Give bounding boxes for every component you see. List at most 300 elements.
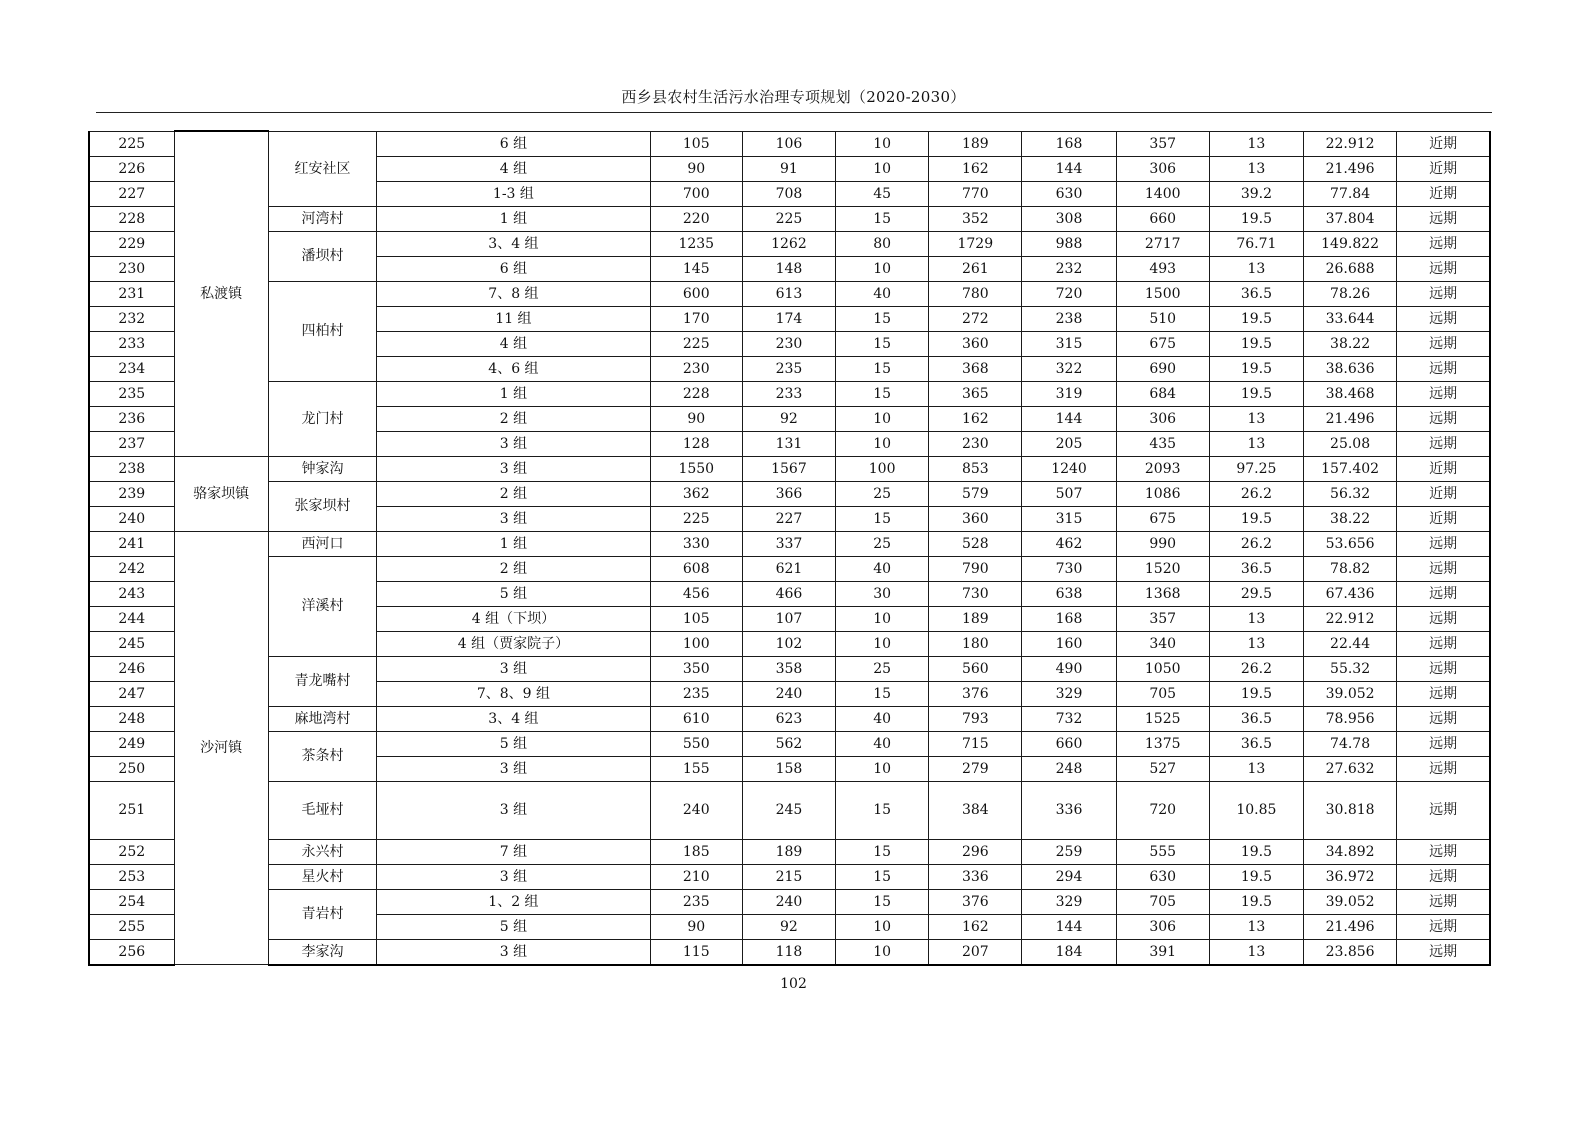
capacity-cell: 10.85: [1209, 781, 1303, 839]
investment-cell: 149.822: [1304, 231, 1397, 256]
value-a-cell: 360: [929, 331, 1022, 356]
value-b-cell: 232: [1022, 256, 1116, 281]
population-cell: 337: [742, 531, 835, 556]
design-scale-cell: 15: [836, 839, 929, 864]
investment-cell: 38.468: [1304, 381, 1397, 406]
group-cell: 4 组: [377, 156, 651, 181]
value-b-cell: 259: [1022, 839, 1116, 864]
village-cell: 茶条村: [268, 731, 376, 781]
village-cell: 张家坝村: [268, 481, 376, 531]
value-a-cell: 352: [929, 206, 1022, 231]
households-cell: 240: [650, 781, 742, 839]
investment-cell: 22.44: [1304, 631, 1397, 656]
value-b-cell: 205: [1022, 431, 1116, 456]
value-a-cell: 180: [929, 631, 1022, 656]
value-b-cell: 308: [1022, 206, 1116, 231]
value-b-cell: 160: [1022, 631, 1116, 656]
population-cell: 92: [742, 914, 835, 939]
capacity-cell: 36.5: [1209, 556, 1303, 581]
value-b-cell: 720: [1022, 281, 1116, 306]
population-cell: 230: [742, 331, 835, 356]
capacity-cell: 36.5: [1209, 281, 1303, 306]
index-cell: 248: [89, 706, 174, 731]
phase-cell: 远期: [1397, 306, 1490, 331]
village-cell: 洋溪村: [268, 556, 376, 656]
value-b-cell: 462: [1022, 531, 1116, 556]
households-cell: 362: [650, 481, 742, 506]
phase-cell: 近期: [1397, 181, 1490, 206]
index-cell: 234: [89, 356, 174, 381]
index-cell: 228: [89, 206, 174, 231]
village-cell: 青龙嘴村: [268, 656, 376, 706]
village-cell: 麻地湾村: [268, 706, 376, 731]
population-cell: 1262: [742, 231, 835, 256]
value-b-cell: 490: [1022, 656, 1116, 681]
index-cell: 255: [89, 914, 174, 939]
design-scale-cell: 15: [836, 864, 929, 889]
village-cell: 四柏村: [268, 281, 376, 381]
population-cell: 107: [742, 606, 835, 631]
value-a-cell: 189: [929, 606, 1022, 631]
group-cell: 1 组: [377, 531, 651, 556]
index-cell: 235: [89, 381, 174, 406]
village-cell: 星火村: [268, 864, 376, 889]
households-cell: 225: [650, 506, 742, 531]
table-row: [89, 281, 1490, 306]
investment-cell: 26.688: [1304, 256, 1397, 281]
value-a-cell: 279: [929, 756, 1022, 781]
phase-cell: 远期: [1397, 606, 1490, 631]
design-scale-cell: 30: [836, 581, 929, 606]
households-cell: 350: [650, 656, 742, 681]
table-row: [89, 206, 1490, 231]
phase-cell: 远期: [1397, 939, 1490, 965]
population-cell: 1567: [742, 456, 835, 481]
phase-cell: 远期: [1397, 281, 1490, 306]
group-cell: 7、8 组: [377, 281, 651, 306]
village-cell: 毛垭村: [268, 781, 376, 839]
value-a-cell: 365: [929, 381, 1022, 406]
investment-cell: 39.052: [1304, 681, 1397, 706]
population-cell: 562: [742, 731, 835, 756]
total-cell: 705: [1116, 681, 1209, 706]
value-b-cell: 336: [1022, 781, 1116, 839]
group-cell: 3 组: [377, 781, 651, 839]
phase-cell: 远期: [1397, 356, 1490, 381]
phase-cell: 远期: [1397, 839, 1490, 864]
total-cell: 675: [1116, 331, 1209, 356]
design-scale-cell: 15: [836, 889, 929, 914]
phase-cell: 远期: [1397, 914, 1490, 939]
capacity-cell: 13: [1209, 939, 1303, 965]
population-cell: 92: [742, 406, 835, 431]
design-scale-cell: 10: [836, 631, 929, 656]
total-cell: 391: [1116, 939, 1209, 965]
households-cell: 235: [650, 681, 742, 706]
design-scale-cell: 10: [836, 431, 929, 456]
table-row: [89, 706, 1490, 731]
total-cell: 675: [1116, 506, 1209, 531]
investment-cell: 78.82: [1304, 556, 1397, 581]
total-cell: 1525: [1116, 706, 1209, 731]
households-cell: 225: [650, 331, 742, 356]
page-number: 102: [780, 976, 807, 992]
population-cell: 708: [742, 181, 835, 206]
value-a-cell: 162: [929, 914, 1022, 939]
households-cell: 608: [650, 556, 742, 581]
investment-cell: 38.636: [1304, 356, 1397, 381]
design-scale-cell: 40: [836, 731, 929, 756]
value-a-cell: 853: [929, 456, 1022, 481]
phase-cell: 远期: [1397, 406, 1490, 431]
population-cell: 613: [742, 281, 835, 306]
table-row: [89, 531, 1490, 556]
households-cell: 235: [650, 889, 742, 914]
group-cell: 6 组: [377, 256, 651, 281]
design-scale-cell: 25: [836, 656, 929, 681]
value-a-cell: 560: [929, 656, 1022, 681]
index-cell: 237: [89, 431, 174, 456]
households-cell: 600: [650, 281, 742, 306]
index-cell: 252: [89, 839, 174, 864]
group-cell: 4 组（下坝）: [377, 606, 651, 631]
group-cell: 4、6 组: [377, 356, 651, 381]
households-cell: 1550: [650, 456, 742, 481]
design-scale-cell: 10: [836, 131, 929, 156]
investment-cell: 22.912: [1304, 606, 1397, 631]
population-cell: 366: [742, 481, 835, 506]
value-a-cell: 336: [929, 864, 1022, 889]
phase-cell: 远期: [1397, 631, 1490, 656]
index-cell: 251: [89, 781, 174, 839]
design-scale-cell: 10: [836, 939, 929, 965]
index-cell: 243: [89, 581, 174, 606]
total-cell: 435: [1116, 431, 1209, 456]
households-cell: 700: [650, 181, 742, 206]
capacity-cell: 13: [1209, 914, 1303, 939]
group-cell: 1 组: [377, 206, 651, 231]
investment-cell: 39.052: [1304, 889, 1397, 914]
index-cell: 242: [89, 556, 174, 581]
table-row: [89, 556, 1490, 581]
capacity-cell: 19.5: [1209, 356, 1303, 381]
group-cell: 2 组: [377, 481, 651, 506]
value-b-cell: 630: [1022, 181, 1116, 206]
value-a-cell: 360: [929, 506, 1022, 531]
design-scale-cell: 10: [836, 606, 929, 631]
value-a-cell: 376: [929, 889, 1022, 914]
village-cell: 钟家沟: [268, 456, 376, 481]
investment-cell: 21.496: [1304, 406, 1397, 431]
phase-cell: 远期: [1397, 864, 1490, 889]
village-cell: 青岩村: [268, 889, 376, 939]
index-cell: 238: [89, 456, 174, 481]
village-cell: 西河口: [268, 531, 376, 556]
group-cell: 4 组（贾家院子）: [377, 631, 651, 656]
capacity-cell: 13: [1209, 131, 1303, 156]
population-cell: 102: [742, 631, 835, 656]
value-a-cell: 790: [929, 556, 1022, 581]
phase-cell: 远期: [1397, 656, 1490, 681]
table-row: [89, 231, 1490, 256]
households-cell: 185: [650, 839, 742, 864]
group-cell: 7、8、9 组: [377, 681, 651, 706]
group-cell: 3 组: [377, 756, 651, 781]
value-b-cell: 732: [1022, 706, 1116, 731]
value-a-cell: 368: [929, 356, 1022, 381]
value-b-cell: 988: [1022, 231, 1116, 256]
group-cell: 3 组: [377, 431, 651, 456]
value-b-cell: 144: [1022, 914, 1116, 939]
value-b-cell: 184: [1022, 939, 1116, 965]
investment-cell: 22.912: [1304, 131, 1397, 156]
population-cell: 235: [742, 356, 835, 381]
total-cell: 306: [1116, 156, 1209, 181]
total-cell: 690: [1116, 356, 1209, 381]
phase-cell: 近期: [1397, 506, 1490, 531]
group-cell: 3 组: [377, 456, 651, 481]
population-cell: 158: [742, 756, 835, 781]
phase-cell: 远期: [1397, 331, 1490, 356]
population-cell: 189: [742, 839, 835, 864]
population-cell: 240: [742, 889, 835, 914]
design-scale-cell: 25: [836, 481, 929, 506]
households-cell: 230: [650, 356, 742, 381]
group-cell: 3 组: [377, 864, 651, 889]
value-a-cell: 528: [929, 531, 1022, 556]
value-b-cell: 507: [1022, 481, 1116, 506]
total-cell: 990: [1116, 531, 1209, 556]
table-row: [89, 456, 1490, 481]
capacity-cell: 26.2: [1209, 656, 1303, 681]
capacity-cell: 36.5: [1209, 706, 1303, 731]
group-cell: 3 组: [377, 939, 651, 965]
capacity-cell: 19.5: [1209, 864, 1303, 889]
households-cell: 330: [650, 531, 742, 556]
index-cell: 245: [89, 631, 174, 656]
capacity-cell: 26.2: [1209, 481, 1303, 506]
investment-cell: 21.496: [1304, 914, 1397, 939]
value-b-cell: 319: [1022, 381, 1116, 406]
capacity-cell: 13: [1209, 431, 1303, 456]
design-scale-cell: 45: [836, 181, 929, 206]
value-a-cell: 579: [929, 481, 1022, 506]
households-cell: 105: [650, 606, 742, 631]
value-b-cell: 638: [1022, 581, 1116, 606]
capacity-cell: 13: [1209, 606, 1303, 631]
capacity-cell: 19.5: [1209, 306, 1303, 331]
capacity-cell: 13: [1209, 756, 1303, 781]
population-cell: 233: [742, 381, 835, 406]
phase-cell: 近期: [1397, 156, 1490, 181]
total-cell: 1368: [1116, 581, 1209, 606]
value-a-cell: 230: [929, 431, 1022, 456]
table-row: [89, 131, 1490, 156]
total-cell: 684: [1116, 381, 1209, 406]
investment-cell: 34.892: [1304, 839, 1397, 864]
value-b-cell: 168: [1022, 131, 1116, 156]
index-cell: 241: [89, 531, 174, 556]
population-cell: 621: [742, 556, 835, 581]
table-row: [89, 381, 1490, 406]
table-row: [89, 839, 1490, 864]
phase-cell: 远期: [1397, 531, 1490, 556]
group-cell: 1 组: [377, 381, 651, 406]
investment-cell: 38.22: [1304, 506, 1397, 531]
index-cell: 240: [89, 506, 174, 531]
index-cell: 229: [89, 231, 174, 256]
population-cell: 358: [742, 656, 835, 681]
design-scale-cell: 80: [836, 231, 929, 256]
design-scale-cell: 15: [836, 206, 929, 231]
households-cell: 170: [650, 306, 742, 331]
value-b-cell: 248: [1022, 756, 1116, 781]
households-cell: 90: [650, 406, 742, 431]
sewage-treatment-table: [88, 130, 1491, 966]
group-cell: 5 组: [377, 581, 651, 606]
index-cell: 253: [89, 864, 174, 889]
value-b-cell: 168: [1022, 606, 1116, 631]
total-cell: 340: [1116, 631, 1209, 656]
total-cell: 2717: [1116, 231, 1209, 256]
capacity-cell: 97.25: [1209, 456, 1303, 481]
total-cell: 555: [1116, 839, 1209, 864]
total-cell: 630: [1116, 864, 1209, 889]
population-cell: 245: [742, 781, 835, 839]
households-cell: 100: [650, 631, 742, 656]
design-scale-cell: 40: [836, 556, 929, 581]
phase-cell: 远期: [1397, 231, 1490, 256]
town-cell: 私渡镇: [174, 131, 268, 456]
group-cell: 3 组: [377, 656, 651, 681]
index-cell: 254: [89, 889, 174, 914]
value-a-cell: 376: [929, 681, 1022, 706]
capacity-cell: 19.5: [1209, 681, 1303, 706]
index-cell: 232: [89, 306, 174, 331]
households-cell: 145: [650, 256, 742, 281]
value-b-cell: 144: [1022, 156, 1116, 181]
value-a-cell: 793: [929, 706, 1022, 731]
phase-cell: 远期: [1397, 581, 1490, 606]
households-cell: 128: [650, 431, 742, 456]
index-cell: 230: [89, 256, 174, 281]
village-cell: 河湾村: [268, 206, 376, 231]
value-a-cell: 272: [929, 306, 1022, 331]
value-b-cell: 1240: [1022, 456, 1116, 481]
table-row: [89, 731, 1490, 756]
index-cell: 226: [89, 156, 174, 181]
capacity-cell: 76.71: [1209, 231, 1303, 256]
capacity-cell: 13: [1209, 631, 1303, 656]
design-scale-cell: 10: [836, 914, 929, 939]
value-b-cell: 329: [1022, 681, 1116, 706]
capacity-cell: 19.5: [1209, 331, 1303, 356]
investment-cell: 33.644: [1304, 306, 1397, 331]
design-scale-cell: 15: [836, 681, 929, 706]
index-cell: 247: [89, 681, 174, 706]
value-a-cell: 207: [929, 939, 1022, 965]
capacity-cell: 19.5: [1209, 206, 1303, 231]
total-cell: 306: [1116, 914, 1209, 939]
total-cell: 1086: [1116, 481, 1209, 506]
group-cell: 6 组: [377, 131, 651, 156]
town-cell: 沙河镇: [174, 531, 268, 965]
households-cell: 456: [650, 581, 742, 606]
population-cell: 623: [742, 706, 835, 731]
population-cell: 106: [742, 131, 835, 156]
capacity-cell: 13: [1209, 256, 1303, 281]
index-cell: 249: [89, 731, 174, 756]
population-cell: 227: [742, 506, 835, 531]
index-cell: 250: [89, 756, 174, 781]
value-a-cell: 162: [929, 156, 1022, 181]
table-row: [89, 781, 1490, 839]
value-b-cell: 144: [1022, 406, 1116, 431]
design-scale-cell: 15: [836, 381, 929, 406]
phase-cell: 远期: [1397, 556, 1490, 581]
header-rule: [96, 112, 1492, 113]
phase-cell: 远期: [1397, 706, 1490, 731]
index-cell: 233: [89, 331, 174, 356]
design-scale-cell: 10: [836, 756, 929, 781]
table-row: [89, 939, 1490, 965]
phase-cell: 远期: [1397, 256, 1490, 281]
investment-cell: 74.78: [1304, 731, 1397, 756]
table-body: [89, 131, 1490, 965]
value-a-cell: 296: [929, 839, 1022, 864]
group-cell: 2 组: [377, 556, 651, 581]
index-cell: 256: [89, 939, 174, 965]
value-b-cell: 322: [1022, 356, 1116, 381]
group-cell: 11 组: [377, 306, 651, 331]
phase-cell: 远期: [1397, 756, 1490, 781]
table-row: [89, 864, 1490, 889]
total-cell: 1500: [1116, 281, 1209, 306]
total-cell: 493: [1116, 256, 1209, 281]
investment-cell: 78.956: [1304, 706, 1397, 731]
index-cell: 244: [89, 606, 174, 631]
group-cell: 3、4 组: [377, 231, 651, 256]
index-cell: 246: [89, 656, 174, 681]
households-cell: 550: [650, 731, 742, 756]
group-cell: 1、2 组: [377, 889, 651, 914]
value-a-cell: 189: [929, 131, 1022, 156]
design-scale-cell: 10: [836, 256, 929, 281]
group-cell: 4 组: [377, 331, 651, 356]
value-a-cell: 715: [929, 731, 1022, 756]
investment-cell: 21.496: [1304, 156, 1397, 181]
value-a-cell: 1729: [929, 231, 1022, 256]
group-cell: 1-3 组: [377, 181, 651, 206]
capacity-cell: 19.5: [1209, 381, 1303, 406]
total-cell: 527: [1116, 756, 1209, 781]
investment-cell: 25.08: [1304, 431, 1397, 456]
population-cell: 466: [742, 581, 835, 606]
households-cell: 115: [650, 939, 742, 965]
design-scale-cell: 25: [836, 531, 929, 556]
total-cell: 1520: [1116, 556, 1209, 581]
phase-cell: 远期: [1397, 681, 1490, 706]
total-cell: 660: [1116, 206, 1209, 231]
design-scale-cell: 100: [836, 456, 929, 481]
investment-cell: 23.856: [1304, 939, 1397, 965]
value-a-cell: 261: [929, 256, 1022, 281]
households-cell: 90: [650, 156, 742, 181]
design-scale-cell: 40: [836, 706, 929, 731]
investment-cell: 38.22: [1304, 331, 1397, 356]
group-cell: 3、4 组: [377, 706, 651, 731]
design-scale-cell: 40: [836, 281, 929, 306]
